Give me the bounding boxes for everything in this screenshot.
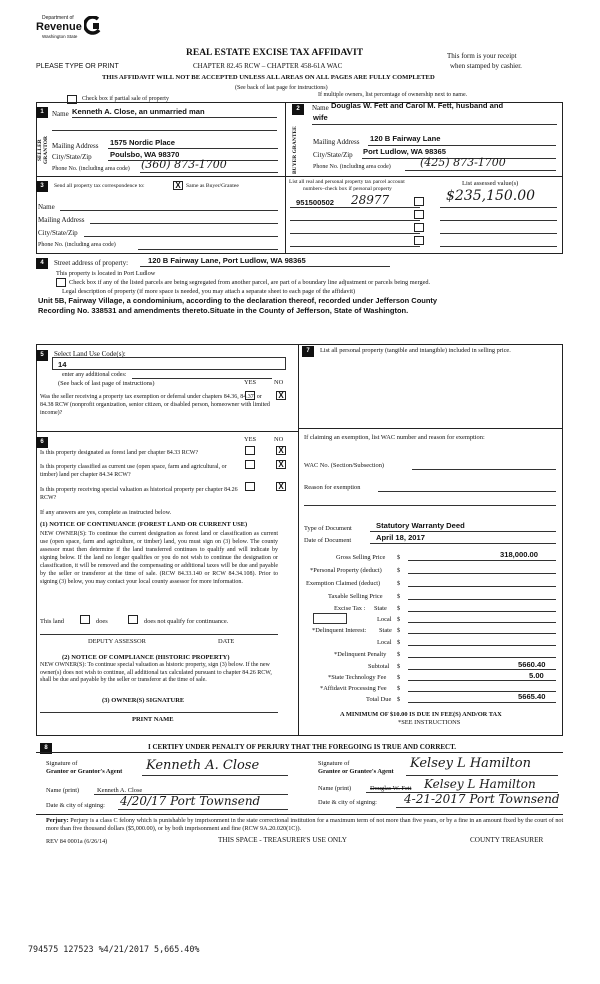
- does-label: does: [96, 618, 108, 625]
- gross-value: 318,000.00: [500, 550, 539, 559]
- print-name-label: PRINT NAME: [132, 716, 174, 723]
- personal-dollar: $: [397, 567, 401, 574]
- owner-signature-label: (3) OWNER(S) SIGNATURE: [102, 697, 185, 704]
- buyer-name-line2: wife: [313, 113, 328, 122]
- buyer-phone-label: Phone No. (including area code): [313, 164, 391, 170]
- corr-phone-label: Phone No. (including area code): [38, 242, 116, 248]
- grantee-sig-label-1: Signature of: [318, 760, 350, 767]
- see-back-codes: (See back of last page of instructions): [58, 380, 155, 387]
- legal-line-1: Unit 5B, Fairway Village, a condominium, according to the declaration thereof, recorded under Jefferson County: [38, 296, 438, 305]
- seller-address: 1575 Nordic Place: [110, 138, 176, 147]
- delinquent-interest-label: *Delinquent Interest:: [312, 627, 367, 634]
- perjury-note: [46, 817, 564, 833]
- revenue-text: Revenue: [36, 21, 82, 33]
- forest-no-checkbox[interactable]: X: [276, 446, 286, 455]
- total-value: 5665.40: [518, 692, 546, 701]
- delinquent-penalty-dollar: $: [397, 651, 401, 658]
- s5-no-checkbox[interactable]: X: [276, 391, 286, 400]
- s6-no-header: NO: [274, 436, 284, 443]
- doc-type: Statutory Warranty Deed: [376, 521, 465, 530]
- assessed-value: $235,150.00: [446, 188, 536, 204]
- parcel-header-2: numbers–check box if personal property: [303, 186, 392, 192]
- wac-label: WAC No. (Section/Subsection): [304, 462, 385, 469]
- local-rate-field[interactable]: [313, 613, 347, 624]
- same-as-buyer-checkbox[interactable]: X: [173, 181, 183, 190]
- see-instructions-note: *SEE INSTRUCTIONS: [398, 719, 461, 726]
- grantor-sig-label-1: Signature of: [46, 760, 78, 767]
- current-use-yes-checkbox[interactable]: [245, 460, 255, 469]
- subtotal-value: 5660.40: [518, 660, 546, 669]
- dept-of-text: Department of: [42, 15, 74, 21]
- notice-continuance-title: (1) NOTICE OF CONTINUANCE (FOREST LAND OR CURRENT USE): [40, 521, 248, 528]
- seller-name: Kenneth A. Close, an unmarried man: [72, 107, 205, 116]
- excise-state-label: State: [374, 605, 387, 612]
- delinquent-local-dollar: $: [397, 639, 401, 646]
- parcel-pp-checkbox-3[interactable]: [414, 223, 424, 232]
- see-back-note: (See back of last page for instructions): [235, 85, 328, 91]
- county-treasurer: COUNTY TREASURER: [470, 836, 544, 844]
- land-use-code: 14: [58, 360, 67, 369]
- deputy-date-label: DATE: [218, 638, 235, 645]
- form-revision: REV 84 0001a (6/26/14): [46, 838, 108, 845]
- current-use-no-checkbox[interactable]: X: [276, 460, 286, 469]
- gross-label: Gross Selling Price: [336, 554, 386, 561]
- seller-city-label: City/State/Zip: [52, 153, 92, 161]
- revenue-logo: [36, 14, 104, 48]
- please-type: PLEASE TYPE OR PRINT: [36, 63, 119, 70]
- section-8-marker: 8: [40, 743, 52, 754]
- delinquent-local-label: Local: [377, 639, 392, 646]
- corr-name-label: Name: [38, 203, 55, 211]
- receipt-note-1: This form is your receipt: [447, 52, 517, 60]
- claim-exemption-label: If claiming an exemption, list WAC number and reason for exemption:: [304, 434, 485, 441]
- exemption-claimed-label: Exemption Claimed (deduct): [306, 580, 381, 587]
- form-title: REAL ESTATE EXCISE TAX AFFIDAVIT: [186, 48, 364, 58]
- exemption-dollar: $: [397, 580, 401, 587]
- street-address: 120 B Fairway Lane, Port Ludlow, WA 98365: [148, 256, 306, 265]
- historic-question: Is this property receiving special valuation as historical property per chapter 84.26 RCW?: [40, 487, 238, 501]
- section-2-marker: 2: [292, 104, 304, 115]
- doc-type-label: Type of Document: [304, 525, 352, 532]
- seller-phone-label: Phone No. (including area code): [52, 166, 130, 172]
- grantee-name: Kelsey L Hamilton: [424, 777, 536, 791]
- subtotal-dollar: $: [397, 663, 401, 670]
- send-tax-label: Send all property tax correspondence to:: [54, 183, 145, 189]
- s5-no-header: NO: [274, 379, 284, 386]
- tech-fee-value: 5.00: [529, 671, 544, 680]
- treasurer-use-only: THIS SPACE - TREASURER'S USE ONLY: [218, 836, 347, 844]
- land-use-label: Select Land Use Code(s):: [54, 350, 126, 358]
- reason-label: Reason for exemption: [304, 484, 361, 491]
- corr-city-label: City/State/Zip: [38, 229, 78, 237]
- buyer-address: 120 B Fairway Lane: [370, 134, 441, 143]
- total-dollar: $: [397, 696, 401, 703]
- does-checkbox[interactable]: [80, 615, 90, 624]
- buyer-city: Port Ludlow, WA 98365: [363, 147, 446, 156]
- grantor-signature: Kenneth A. Close: [146, 758, 260, 773]
- s5-yes-header: YES: [244, 379, 257, 386]
- grantor-name-label: Name (print): [46, 787, 80, 794]
- forest-yes-checkbox[interactable]: [245, 446, 255, 455]
- section-4-marker: 4: [36, 258, 48, 269]
- section-6-marker: 6: [36, 437, 48, 448]
- historic-no-checkbox[interactable]: X: [276, 482, 286, 491]
- gross-dollar: $: [397, 554, 401, 561]
- grantor-date-city: 4/20/17 Port Townsend: [120, 794, 261, 808]
- processing-fee-label: *Affidavit Processing Fee: [320, 685, 387, 692]
- notice-compliance-body: NEW OWNER(S): To continue special valuation as historic property, sign (3) below. If the new owner(s) does not wish to continue, all additional tax calculated pursuant to chapter 84.26 RCW, shall be due and payable by the seller or transferor at the time of sale.: [40, 662, 272, 684]
- segregated-checkbox[interactable]: [56, 278, 66, 287]
- processing-fee-dollar: $: [397, 685, 401, 692]
- buyer-address-label: Mailing Address: [313, 138, 360, 146]
- section-1-marker: 1: [36, 107, 48, 118]
- form-chapter: CHAPTER 82.45 RCW – CHAPTER 458-61A WAC: [193, 62, 343, 70]
- s6-yes-header: YES: [244, 436, 257, 443]
- notice-compliance-title: (2) NOTICE OF COMPLIANCE (HISTORIC PROPERTY): [62, 654, 230, 661]
- doc-date-label: Date of Document: [304, 537, 352, 544]
- parcel-number: 951500502: [296, 198, 335, 207]
- perjury-text: Perjury is a class C felony which is punishable by imprisonment in the state correctional institution for a maximum term of not more than five years, or by a fine in an amount fixed by the court of not more than five thousand dollars ($5,000.00), or by both imprisonment and fine (RCW 9A.20.020(1C)).: [46, 817, 564, 832]
- legal-line-2: Recording No. 338531 and amendments thereto.Situate in the County of Jefferson, State of Washington.: [38, 306, 409, 315]
- parcel-pp-checkbox-4[interactable]: [414, 236, 424, 245]
- grantor-name: Kenneth A. Close: [97, 787, 143, 794]
- delinquent-state-label: State: [379, 627, 392, 634]
- subtotal-label: Subtotal: [368, 663, 390, 670]
- excise-local-dollar: $: [397, 616, 401, 623]
- does-not-checkbox[interactable]: [128, 615, 138, 624]
- legal-label: Legal description of property (if more space is needed, you may attach a separate sheet to each page of the affidavit): [62, 288, 356, 295]
- current-use-question: Is this property classified as current use (open space, farm and agricultural, or timber) land per chapter 84.34 RCW?: [40, 464, 227, 478]
- grantor-date-label: Date & city of signing:: [46, 802, 105, 809]
- land-use-field[interactable]: [52, 357, 286, 370]
- acceptance-warning: THIS AFFIDAVIT WILL NOT BE ACCEPTED UNLESS ALL AREAS ON ALL PAGES ARE FULLY COMPLETED: [102, 74, 435, 81]
- taxable-dollar: $: [397, 593, 401, 600]
- parcel-handwritten: 28977: [351, 193, 390, 207]
- corr-address-label: Mailing Address: [38, 216, 85, 224]
- multiple-owners-note: If multiple owners, list percentage of ownership next to name.: [318, 92, 468, 98]
- grantee-date-label: Date & city of signing:: [318, 799, 377, 806]
- buyer-side-label: BUYER GRANTEE: [292, 126, 298, 174]
- same-as-buyer-label: Same as Buyer/Grantee: [186, 183, 239, 189]
- section-7-marker: 7: [302, 346, 314, 357]
- grantee-name-label: Name (print): [318, 785, 352, 792]
- grantee-signature: Kelsey L Hamilton: [410, 756, 531, 771]
- forest-question: Is this property designated as forest land per chapter 84.33 RCW?: [40, 450, 199, 456]
- street-label: Street address of property:: [54, 259, 129, 267]
- perjury-label: Perjury:: [46, 817, 69, 824]
- partial-sale-label: Check box if partial sale of property: [82, 96, 169, 102]
- section-5-marker: 5: [36, 350, 48, 361]
- personal-property-label: List all personal property (tangible and intangible) included in selling price.: [320, 347, 511, 354]
- buyer-name-label: Name: [312, 104, 329, 112]
- taxable-label: Taxable Selling Price: [328, 593, 383, 600]
- buyer-city-label: City/State/Zip: [313, 151, 353, 159]
- total-label: Total Due: [366, 696, 392, 703]
- receipt-note-2: when stamped by cashier.: [450, 62, 522, 70]
- tech-fee-label: *State Technology Fee: [328, 674, 387, 681]
- assessed-header: List assessed value(s): [462, 180, 519, 187]
- historic-yes-checkbox[interactable]: [245, 482, 255, 491]
- additional-codes-label: enter any additional codes:: [62, 372, 127, 378]
- delinquent-penalty-label: *Delinquent Penalty: [334, 651, 387, 658]
- parcel-pp-checkbox-1[interactable]: [414, 197, 424, 206]
- grantee-name-struck: Douglas W. Fett: [370, 785, 412, 792]
- delinquent-state-dollar: $: [397, 627, 401, 634]
- wa-state-text: Washington State: [42, 34, 78, 39]
- excise-local-label: Local: [377, 616, 392, 623]
- deputy-assessor-label: DEPUTY ASSESSOR: [88, 638, 146, 645]
- segregated-label: Check box if any of the listed parcels are being segregated from another parcel, are part of a boundary line adjustment or parcels being merged.: [69, 279, 431, 286]
- grantee-sig-label-2: Grantee or Grantee's Agent: [318, 768, 394, 775]
- if-any-yes: If any answers are yes, complete as instructed below.: [40, 509, 172, 516]
- minimum-due-note: A MINIMUM OF $10.00 IS DUE IN FEE(S) AND/OR TAX: [340, 711, 502, 718]
- seller-city: Poulsbo, WA 98370: [110, 150, 180, 159]
- seller-name-label: Name: [52, 110, 69, 118]
- does-not-label: does not qualify for continuance.: [144, 618, 229, 625]
- certify-statement: I CERTIFY UNDER PENALTY OF PERJURY THAT THE FOREGOING IS TRUE AND CORRECT.: [148, 743, 457, 751]
- receipt-stamp: 794575 127523 %4/21/2017 5,665.40%: [28, 944, 200, 954]
- exemption-question: Was the seller receiving a property tax exemption or deferral under chapters 84.36, 84.37, or 84.38 RCW (nonprofit organization, senior citizen, or disabled person, homeowner with limited income)?: [40, 394, 270, 416]
- seller-address-label: Mailing Address: [52, 142, 99, 150]
- parcel-pp-checkbox-2[interactable]: [414, 210, 424, 219]
- grantee-date-city: 4-21-2017 Port Townsend: [404, 792, 560, 806]
- this-land-label: This land: [40, 618, 64, 625]
- seller-side-label: SELLER GRANTOR: [37, 136, 49, 165]
- notice-continuance-body: NEW OWNER(S): To continue the current designation as forest land or classification as current use (open space, farm and agriculture, or timber) land, you must sign on (3) below. The county assessor must then determine if the land transferred continues to qualify and will indicate by signing below. If the land no longer qualifies or you do not wish to continue the designation or classification, it will be removed and the compensating or additional taxes will be due and payable by the seller or transferor at the time of sale. (RCW 84.33.140 or RCW 84.34.108). Prior to signing (3) below, you may contact your local county assessor for more information.: [40, 531, 278, 585]
- grantor-sig-label-2: Grantor or Grantor's Agent: [46, 768, 123, 775]
- doc-date: April 18, 2017: [376, 533, 425, 542]
- seller-phone: (360) 873-1700: [141, 158, 227, 171]
- section-3-marker: 3: [36, 181, 48, 192]
- excise-label: Excise Tax :: [334, 605, 366, 612]
- excise-state-dollar: $: [397, 605, 401, 612]
- personal-label: *Personal Property (deduct): [310, 567, 382, 574]
- revenue-emblem-icon: [84, 16, 102, 36]
- s5-yes-checkbox[interactable]: [245, 391, 255, 400]
- tech-fee-dollar: $: [397, 674, 401, 681]
- located-in: This property is located in Port Ludlow: [56, 270, 156, 277]
- buyer-phone: (425) 873-1700: [420, 156, 506, 169]
- parcel-header-1: List all real and personal property tax parcel account: [289, 179, 405, 185]
- buyer-name-line1: Douglas W. Fett and Carol M. Fett, husband and: [331, 101, 504, 110]
